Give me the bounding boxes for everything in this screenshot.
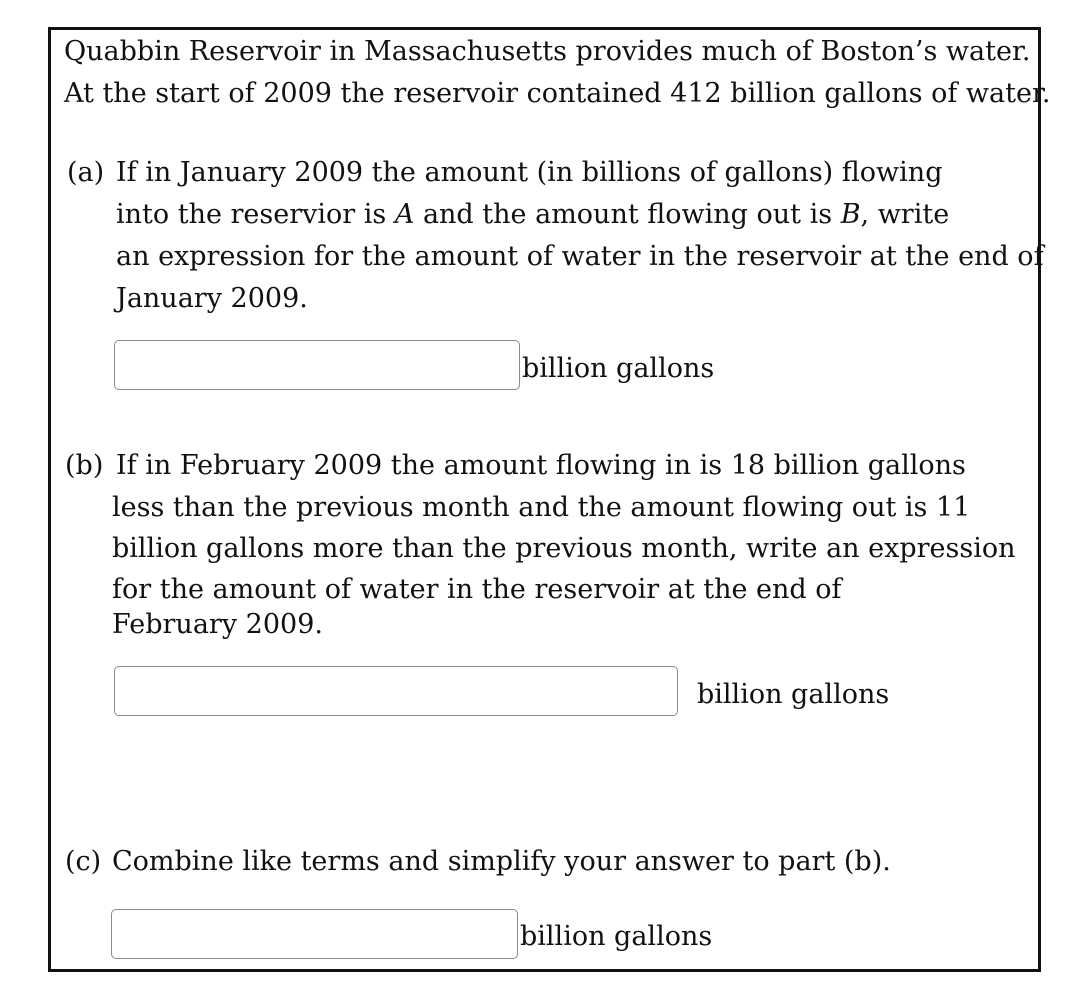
part-b-answer-input[interactable] [114, 666, 678, 716]
part-b-line-3: billion gallons more than the previous month, write an expression [112, 533, 1016, 564]
part-c-line-1: Combine like terms and simplify your answer to part (b). [112, 846, 891, 877]
part-a-line-2-text-c: , write [860, 199, 950, 230]
part-a-answer-input[interactable] [114, 340, 520, 390]
part-a-label: (a) [67, 157, 105, 188]
part-b-line-4: for the amount of water in the reservoir at the end of [112, 574, 842, 605]
part-a-line-2-text-b: and the amount flowing out is [414, 199, 841, 230]
part-c-answer-input[interactable] [111, 909, 518, 959]
part-b-line-5: February 2009. [112, 609, 323, 640]
part-b-label: (b) [65, 450, 104, 481]
part-a-line-4: January 2009. [116, 283, 308, 314]
part-a-line-2-text-a: into the reservior is [116, 199, 395, 230]
part-a-line-2 [116, 197, 949, 233]
intro-line-1: Quabbin Reservoir in Massachusetts provides much of Boston’s water. [64, 36, 1031, 67]
part-a-line-3: an expression for the amount of water in the reservoir at the end of [116, 241, 1044, 272]
part-a-line-1: If in January 2009 the amount (in billions of gallons) flowing [116, 157, 943, 188]
intro-line-2: At the start of 2009 the reservoir contained 412 billion gallons of water. [64, 78, 1051, 109]
part-b-unit-label: billion gallons [697, 679, 890, 710]
part-b-line-1: If in February 2009 the amount flowing in is 18 billion gallons [116, 450, 966, 481]
part-a-unit-label: billion gallons [522, 353, 715, 384]
variable-b: B [840, 199, 861, 230]
part-c-label: (c) [65, 846, 102, 877]
part-c-unit-label: billion gallons [520, 921, 713, 952]
variable-a: A [394, 199, 415, 230]
part-b-line-2: less than the previous month and the amount flowing out is 11 [112, 492, 971, 523]
